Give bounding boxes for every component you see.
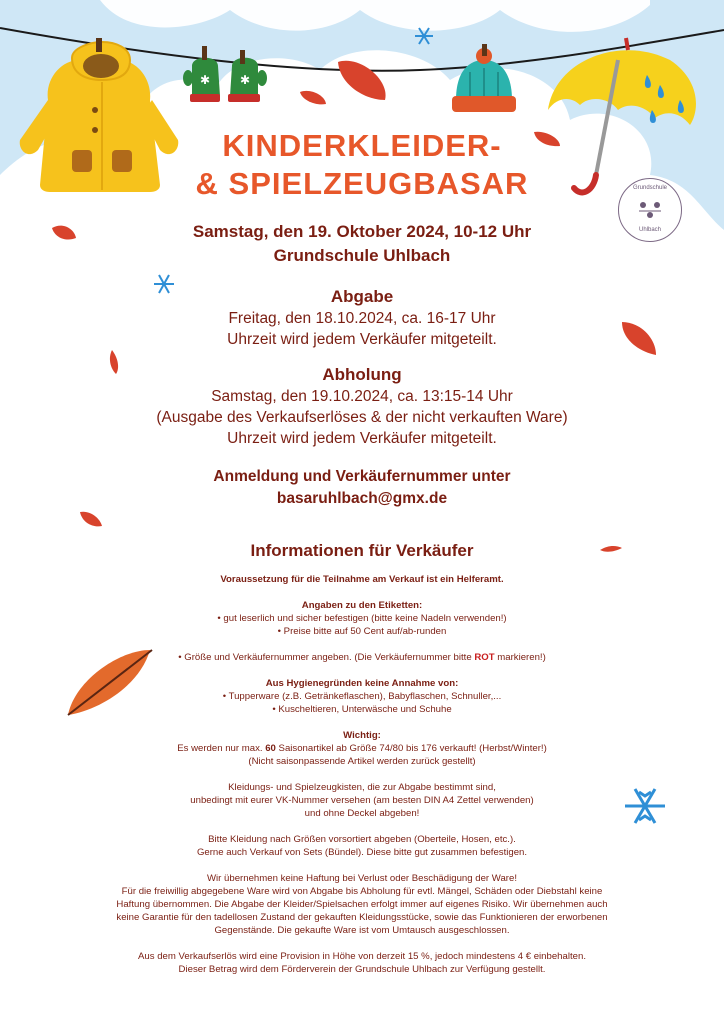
labels-heading: Angaben zu den Etiketten:	[301, 600, 423, 611]
labels-item-3-red-word: ROT	[474, 652, 495, 663]
commission-line-1: Aus dem Verkaufserlös wird eine Provision in Höhe von derzeit 15 %, jedoch mindestens 4 € einbehalten.	[138, 951, 586, 962]
commission-line-2: Dieser Betrag wird dem Förderverein der Grundschule Uhlbach zur Verfügung gestellt.	[178, 964, 546, 975]
info-section-title	[0, 540, 724, 562]
abgabe-line-2: Uhrzeit wird jedem Verkäufer mitgeteilt.	[227, 331, 497, 348]
labels-item-2: • Preise bitte auf 50 Cent auf/ab-runden	[277, 626, 447, 637]
liability-line-3: Haftung übernommen. Die Abgabe der Kleider/Spielsachen erfolgt immer auf eigenes Risiko. Wir übernehmen auch	[116, 899, 608, 910]
liability-line-2: Für die freiwillig abgegebene Ware wird von Abgabe bis Abholung für evtl. Mängel, Schäden oder Diebstahl keine	[121, 886, 603, 897]
clothespin	[96, 38, 102, 52]
hygiene-heading: Aus Hygienegründen keine Annahme von:	[265, 678, 459, 689]
boxes-line-1: Kleidungs- und Spielzeugkisten, die zur Abgabe bestimmt sind,	[228, 782, 496, 793]
liability-line-4: keine Garantie für den tadellosen Zustand der gekauften Kleidungsstücke, sowie das Funktionieren der erworbenen	[116, 912, 608, 923]
title-line-1: KINDERKLEIDER-	[222, 128, 502, 163]
abgabe-heading: Abgabe	[330, 287, 394, 306]
abholung-line-3: Uhrzeit wird jedem Verkäufer mitgeteilt.	[227, 430, 497, 447]
svg-text:✱: ✱	[239, 73, 251, 87]
liability-line-5: Gegenstände. Die gekaufte Ware ist vom Umtausch ausgeschlossen.	[214, 925, 510, 936]
mittens-icon	[183, 46, 267, 102]
abgabe-line-1: Freitag, den 18.10.2024, ca. 16-17 Uhr	[228, 310, 496, 327]
important-1a: Es werden nur max.	[177, 743, 266, 754]
svg-text:✱: ✱	[199, 73, 211, 87]
beanie-icon	[452, 44, 516, 112]
hygiene-item-1: • Tupperware (z.B. Getränkeflaschen), Babyflaschen, Schnuller,...	[222, 691, 502, 702]
abgabe-section	[0, 286, 724, 350]
important-max-count: 60	[265, 743, 276, 754]
info-heading: Informationen für Verkäufer	[250, 541, 474, 560]
abholung-section	[0, 364, 724, 449]
labels-item-3c: markieren!)	[494, 652, 546, 663]
event-location: Grundschule Uhlbach	[273, 246, 451, 265]
registration-line: Anmeldung und Verkäufernummer unter	[213, 468, 511, 485]
important-line-2: (Nicht saisonpassende Artikel werden zurück gestellt)	[248, 756, 476, 767]
labels-item-3a: • Größe und Verkäufernummer angeben. (Die Verkäufernummer bitte	[178, 652, 475, 663]
boxes-line-2: unbedingt mit eurer VK-Nummer versehen (am besten DIN A4 Zettel verwenden)	[190, 795, 534, 806]
boxes-line-3: und ohne Deckel abgeben!	[304, 808, 420, 819]
abholung-heading: Abholung	[322, 365, 402, 384]
hygiene-item-2: • Kuscheltieren, Unterwäsche und Schuhe	[272, 704, 452, 715]
prerequisite-text: Voraussetzung für die Teilnahme am Verkauf ist ein Helferamt.	[220, 574, 504, 585]
important-line-1	[75, 742, 649, 755]
sorting-line-2: Gerne auch Verkauf von Sets (Bündel). Diese bitte gut zusammen befestigen.	[196, 847, 528, 858]
liability-line-1: Wir übernehmen keine Haftung bei Verlust oder Beschädigung der Ware!	[206, 873, 518, 884]
important-1c: Saisonartikel ab Größe 74/80 bis 176 verkauft! (Herbst/Winter!)	[275, 743, 547, 754]
registration-section	[0, 466, 724, 510]
labels-item-3	[75, 651, 649, 664]
logo-bottom-text: Uhlbach	[638, 227, 661, 233]
logo-top-text: Grundschule	[632, 185, 668, 191]
event-date: Samstag, den 19. Oktober 2024, 10-12 Uhr	[192, 222, 532, 241]
abholung-line-1: Samstag, den 19.10.2024, ca. 13:15-14 Uhr	[211, 388, 513, 405]
important-heading: Wichtig:	[343, 730, 381, 741]
registration-email[interactable]: basaruhlbach@gmx.de	[276, 490, 448, 507]
abholung-line-2: (Ausgabe des Verkaufserlöses & der nicht verkauften Ware)	[156, 409, 568, 426]
labels-item-1: • gut leserlich und sicher befestigen (bitte keine Nadeln verwenden!)	[217, 613, 507, 624]
sorting-line-1: Bitte Kleidung nach Größen vorsortiert abgeben (Oberteile, Hosen, etc.).	[208, 834, 516, 845]
title-line-2: & SPIELZEUGBASAR	[195, 166, 529, 201]
info-body	[75, 573, 649, 976]
